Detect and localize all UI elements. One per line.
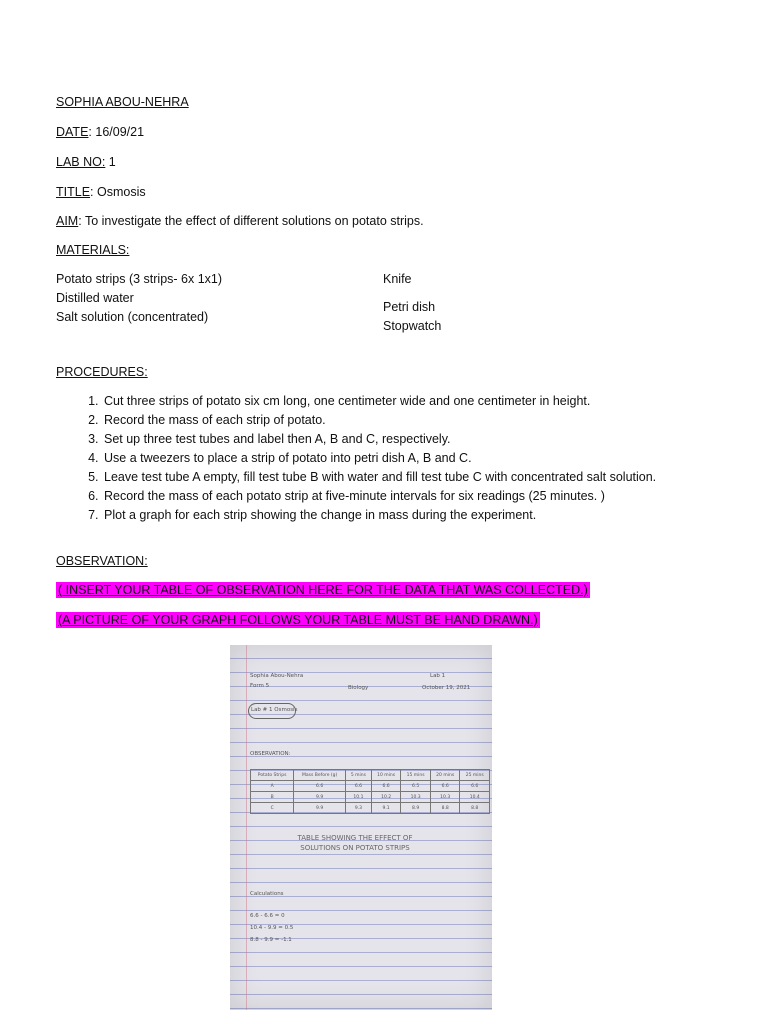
table-row [251, 792, 490, 803]
student-name: SOPHIA ABOU-NEHRA [56, 95, 189, 109]
table-cell: 8.8 [460, 803, 490, 814]
table-cell: 6.5 [401, 781, 431, 792]
procedure-step: 6. Record the mass of each potato strip at five-minute intervals for six readings (25 minutes. ) [102, 487, 682, 506]
table-cell: A [251, 781, 294, 792]
procedure-step: 3. Set up three test tubes and label then A, B and C, respectively. [102, 430, 682, 449]
material-item: Knife [383, 272, 412, 286]
procedure-step: 1. Cut three strips of potato six cm long, one centimeter wide and one centimeter in height. [102, 392, 682, 411]
table-cell: 10.1 [346, 792, 372, 803]
table-cell: Mass Before (g) [294, 770, 346, 781]
title-line [56, 185, 146, 199]
photo-date: October 19, 2021 [422, 685, 471, 691]
table-cell: 10.4 [460, 792, 490, 803]
photo-calc-line: 6.6 - 6.6 = 0 [250, 913, 285, 919]
highlighted-note: ( INSERT YOUR TABLE OF OBSERVATION HERE FOR THE DATA THAT WAS COLLECTED.) [58, 583, 588, 597]
table-cell: 5 mins [346, 770, 372, 781]
lab-number-value: 1 [105, 155, 116, 169]
lab-number-label: LAB NO: [56, 155, 106, 169]
table-cell: 9.1 [371, 803, 401, 814]
procedure-step: 5. Leave test tube A empty, fill test tube B with water and fill test tube C with concentrated salt solution. [102, 468, 682, 487]
photo-subject: Biology [348, 685, 369, 691]
material-item: Petri dish [383, 300, 436, 314]
title-label: TITLE [56, 185, 91, 199]
table-cell: 6.6 [430, 781, 460, 792]
table-cell: 15 mins [401, 770, 431, 781]
photo-data-table [250, 769, 490, 814]
date-label: DATE [56, 125, 89, 139]
photo-lab: Lab 1 [430, 673, 446, 679]
table-cell: 9.9 [294, 803, 346, 814]
procedures-heading: PROCEDURES: [56, 365, 148, 379]
procedure-list [56, 392, 682, 525]
procedure-step: 7. Plot a graph for each strip showing the change in mass during the experiment. [102, 506, 682, 525]
table-row [251, 803, 490, 814]
table-row [251, 781, 490, 792]
material-item: Distilled water [56, 291, 134, 305]
table-cell: 9.9 [294, 792, 346, 803]
table-cell: 8.8 [430, 803, 460, 814]
photo-class: Form 5 [250, 683, 270, 689]
aim-line [56, 214, 424, 228]
table-cell: 8.9 [401, 803, 431, 814]
highlighted-note: (A PICTURE OF YOUR GRAPH FOLLOWS YOUR TABLE MUST BE HAND DRAWN.) [58, 613, 538, 627]
photo-table-caption: TABLE SHOWING THE EFFECT OF SOLUTIONS ON POTATO STRIPS [297, 834, 413, 852]
title-value: : Osmosis [90, 185, 146, 199]
aim-label: AIM [56, 214, 79, 228]
material-item: Stopwatch [383, 319, 442, 333]
table-cell: C [251, 803, 294, 814]
photo-observation: OBSERVATION: [250, 751, 291, 757]
table-cell: 6.6 [294, 781, 346, 792]
table-cell: Potato Strips [251, 770, 294, 781]
photo-calc-line: 8.8 - 9.9 = -1.1 [250, 937, 292, 943]
material-item: Potato strips (3 strips- 6x 1x1) [56, 272, 223, 286]
procedure-step: 4. Use a tweezers to place a strip of potato into petri dish A, B and C. [102, 449, 682, 468]
material-item: Salt solution (concentrated) [56, 310, 209, 324]
table-cell: 10.3 [430, 792, 460, 803]
observation-note-1 [56, 583, 590, 597]
photo-calc-line: 10.4 - 9.9 = 0.5 [250, 925, 294, 931]
table-cell: 20 mins [430, 770, 460, 781]
date-value: : 16/09/21 [88, 125, 145, 139]
table-cell: 10.3 [401, 792, 431, 803]
table-cell: 25 mins [460, 770, 490, 781]
observation-heading: OBSERVATION: [56, 554, 148, 568]
aim-value: : To investigate the effect of different solutions on potato strips. [78, 214, 424, 228]
photo-name: Sophia Abou-Nehra [250, 673, 304, 679]
observation-note-2 [56, 613, 540, 627]
materials-heading: MATERIALS: [56, 243, 130, 257]
procedure-step: 2. Record the mass of each strip of potato. [102, 411, 682, 430]
table-cell: 6.6 [346, 781, 372, 792]
photo-calc-heading: Calculations [250, 891, 284, 897]
table-cell: 6.6 [460, 781, 490, 792]
table-row [251, 770, 490, 781]
paper-margin-line [246, 645, 247, 1010]
table-cell: 9.3 [346, 803, 372, 814]
lab-number-line [56, 155, 116, 169]
date-line [56, 125, 144, 139]
table-cell: 10 mins [371, 770, 401, 781]
table-cell: B [251, 792, 294, 803]
table-cell: 10.2 [371, 792, 401, 803]
table-cell: 6.6 [371, 781, 401, 792]
handwritten-notes-photo [230, 645, 492, 1010]
photo-title: Lab # 1 Osmosis [251, 707, 298, 713]
